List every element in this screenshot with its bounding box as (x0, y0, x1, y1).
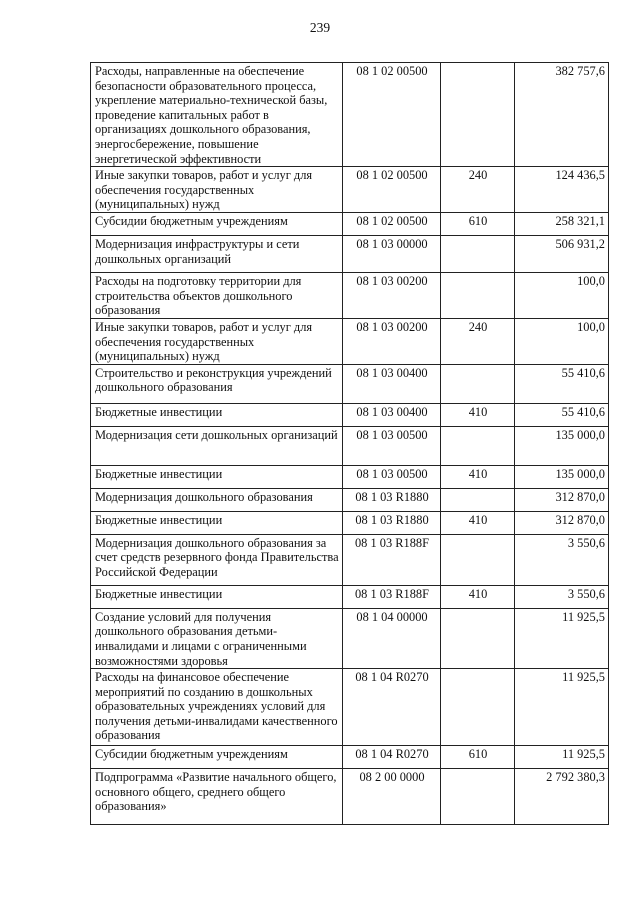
row-code-cell: 08 1 02 00500 (343, 167, 441, 213)
row-name-cell: Строительство и реконструкция учреждений дошкольного образования (91, 364, 343, 403)
row-type-cell: 240 (441, 318, 515, 364)
row-name-cell: Бюджетные инвестиции (91, 465, 343, 488)
row-sum-cell: 55 410,6 (515, 403, 609, 426)
table-row (91, 167, 609, 213)
page-number: 239 (309, 20, 331, 35)
row-name-cell: Иные закупки товаров, работ и услуг для обеспечения государственных (муниципальных) нужд (91, 167, 343, 213)
row-type-cell: 410 (441, 585, 515, 608)
table-row (91, 669, 609, 746)
budget-table (90, 62, 609, 825)
row-type-cell: 610 (441, 746, 515, 769)
row-type-cell: 240 (441, 167, 515, 213)
table-row (91, 403, 609, 426)
row-type-cell: 410 (441, 465, 515, 488)
row-type-cell (441, 63, 515, 167)
row-name-cell: Расходы на подготовку территории для строительства объектов дошкольного образования (91, 273, 343, 319)
table-row (91, 63, 609, 167)
row-type-cell: 610 (441, 213, 515, 236)
row-type-cell (441, 273, 515, 319)
row-name-cell: Иные закупки товаров, работ и услуг для обеспечения государственных (муниципальных) нужд (91, 318, 343, 364)
row-sum-cell: 3 550,6 (515, 585, 609, 608)
row-sum-cell: 124 436,5 (515, 167, 609, 213)
row-sum-cell: 11 925,5 (515, 608, 609, 668)
row-sum-cell: 312 870,0 (515, 511, 609, 534)
row-code-cell: 08 1 03 00200 (343, 273, 441, 319)
row-name-cell: Субсидии бюджетным учреждениям (91, 213, 343, 236)
row-name-cell: Бюджетные инвестиции (91, 585, 343, 608)
table-row (91, 488, 609, 511)
row-type-cell (441, 488, 515, 511)
row-type-cell (441, 236, 515, 273)
row-sum-cell: 135 000,0 (515, 426, 609, 465)
table-row (91, 213, 609, 236)
table-body (91, 63, 609, 825)
row-name-cell: Создание условий для получения дошкольного образования детьми-инвалидами и лицами с ограниченными возможностями здоровья (91, 608, 343, 668)
row-code-cell: 08 1 03 00500 (343, 426, 441, 465)
row-code-cell: 08 1 03 00400 (343, 403, 441, 426)
row-code-cell: 08 1 04 R0270 (343, 669, 441, 746)
row-code-cell: 08 1 02 00500 (343, 63, 441, 167)
table-row (91, 426, 609, 465)
row-sum-cell: 100,0 (515, 273, 609, 319)
row-code-cell: 08 1 02 00500 (343, 213, 441, 236)
row-name-cell: Модернизация инфраструктуры и сети дошкольных организаций (91, 236, 343, 273)
row-sum-cell: 3 550,6 (515, 534, 609, 585)
row-name-cell: Субсидии бюджетным учреждениям (91, 746, 343, 769)
row-sum-cell: 100,0 (515, 318, 609, 364)
table-row (91, 273, 609, 319)
row-type-cell (441, 608, 515, 668)
row-name-cell: Модернизация дошкольного образования за счет средств резервного фонда Правительства Российской Федерации (91, 534, 343, 585)
row-code-cell: 08 1 03 00000 (343, 236, 441, 273)
row-code-cell: 08 1 03 R188F (343, 534, 441, 585)
row-type-cell (441, 534, 515, 585)
table-row (91, 534, 609, 585)
row-type-cell (441, 669, 515, 746)
row-name-cell: Подпрограмма «Развитие начального общего, основного общего, среднего общего образования» (91, 769, 343, 825)
table-row (91, 318, 609, 364)
row-code-cell: 08 1 03 00200 (343, 318, 441, 364)
row-sum-cell: 55 410,6 (515, 364, 609, 403)
table-row (91, 746, 609, 769)
row-sum-cell: 506 931,2 (515, 236, 609, 273)
row-code-cell: 08 1 03 R1880 (343, 488, 441, 511)
row-name-cell: Бюджетные инвестиции (91, 511, 343, 534)
row-code-cell: 08 1 04 00000 (343, 608, 441, 668)
table-row (91, 465, 609, 488)
row-sum-cell: 11 925,5 (515, 669, 609, 746)
row-type-cell: 410 (441, 511, 515, 534)
row-sum-cell: 2 792 380,3 (515, 769, 609, 825)
row-type-cell (441, 769, 515, 825)
row-name-cell: Бюджетные инвестиции (91, 403, 343, 426)
row-code-cell: 08 1 03 R188F (343, 585, 441, 608)
table-row (91, 511, 609, 534)
row-name-cell: Модернизация сети дошкольных организаций (91, 426, 343, 465)
row-sum-cell: 382 757,6 (515, 63, 609, 167)
row-sum-cell: 11 925,5 (515, 746, 609, 769)
table-row (91, 608, 609, 668)
row-sum-cell: 312 870,0 (515, 488, 609, 511)
row-name-cell: Расходы на финансовое обеспечение мероприятий по созданию в дошкольных образовательных учреждениях условий для получения детьми-инвалидами качественного образования (91, 669, 343, 746)
table-row (91, 236, 609, 273)
row-name-cell: Расходы, направленные на обеспечение безопасности образовательного процесса, укрепление материально-технической базы, проведение капитальных работ в организациях дошкольного образования, энергосбережение, повышение энергетической эффективности (91, 63, 343, 167)
row-type-cell (441, 426, 515, 465)
table-row (91, 769, 609, 825)
row-type-cell (441, 364, 515, 403)
table-row (91, 585, 609, 608)
row-sum-cell: 135 000,0 (515, 465, 609, 488)
row-code-cell: 08 1 03 00500 (343, 465, 441, 488)
row-sum-cell: 258 321,1 (515, 213, 609, 236)
row-code-cell: 08 1 03 00400 (343, 364, 441, 403)
row-code-cell: 08 1 03 R1880 (343, 511, 441, 534)
row-type-cell: 410 (441, 403, 515, 426)
row-name-cell: Модернизация дошкольного образования (91, 488, 343, 511)
row-code-cell: 08 1 04 R0270 (343, 746, 441, 769)
table-row (91, 364, 609, 403)
row-code-cell: 08 2 00 0000 (343, 769, 441, 825)
